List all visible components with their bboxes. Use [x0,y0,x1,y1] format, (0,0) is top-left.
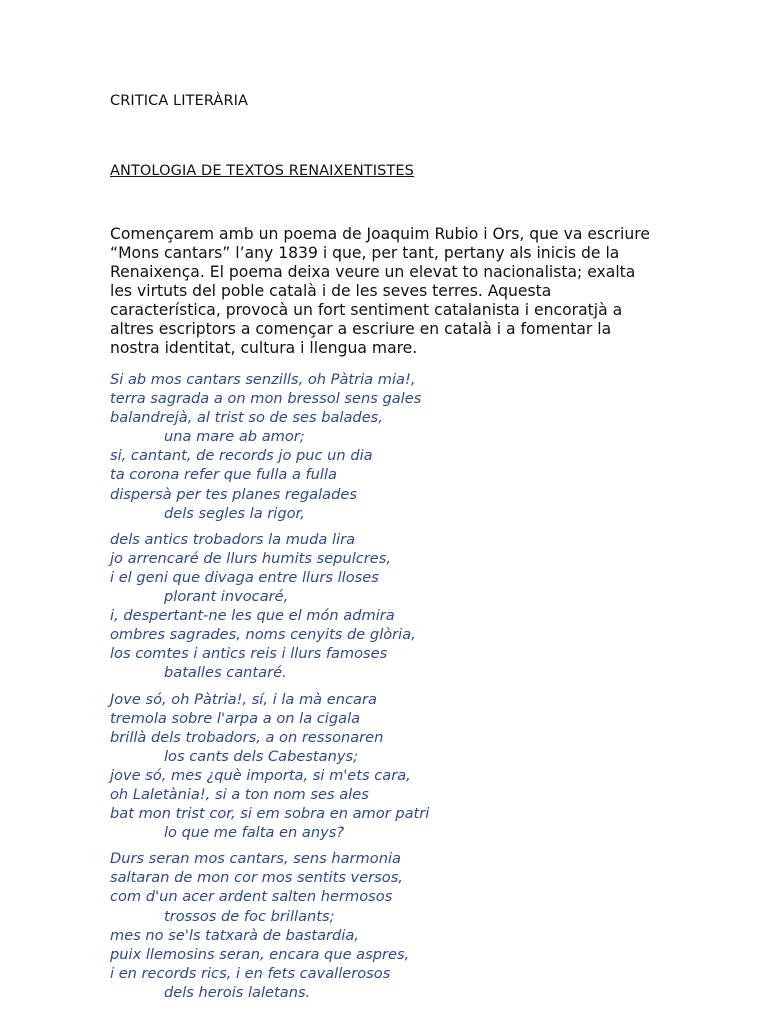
poem-verse: terra sagrada a on mon bressol sens gales [110,390,422,408]
section-title: ANTOLOGIA DE TEXTOS RENAIXENTISTES [110,163,414,179]
poem-verse: Durs seran mos cantars, sens harmonia [110,850,401,868]
poem-verse: i, despertant-ne les que el món admira [110,607,395,625]
poem-verse: Jove só, oh Pàtria!, sí, i la mà encara [110,690,377,708]
poem-verse: dispersà per tes planes regalades [110,485,357,503]
poem-verse: lo que me falta en anys? [164,824,345,842]
intro-line: les virtuts del poble català i de les seves terres. Aquesta [110,282,552,300]
poem-verse: brillà dels trobadors, a on ressonaren [110,728,384,746]
poem-verse: los cants dels Cabestanys; [164,747,358,765]
poem-verse: tremola sobre l'arpa a on la cigala [110,709,361,727]
intro-line: Començarem amb un poema de Joaquim Rubio i Ors, que va escriure [110,225,650,243]
poem-verse: una mare ab amor; [164,428,305,446]
poem-verse: saltaran de mon cor mos sentits versos, [110,869,403,887]
poem-verse: ombres sagrades, noms cenyits de glòria, [110,626,416,644]
poem-stanza [110,849,670,1002]
poem-verse: jo arrencaré de llurs humits sepulcres, [110,549,391,567]
poem-verse: dels antics trobadors la muda lira [110,530,356,548]
poem-verse: dels segles la rigor, [164,504,305,522]
poem-verse: batalles cantaré. [164,664,287,682]
poem [110,370,670,1009]
poem-stanza [110,530,670,683]
poem-verse: bat mon trist cor, si em sobra en amor patri [110,805,430,823]
poem-verse: los comtes i antics reis i llurs famoses [110,645,388,663]
poem-verse: i el geni que divaga entre llurs lloses [110,568,379,586]
poem-stanza [110,370,670,523]
poem-verse: oh Laletània!, si a ton nom ses ales [110,785,369,803]
intro-line: Renaixença. El poema deixa veure un elevat to nacionalista; exalta [110,263,636,281]
intro-paragraph [110,225,670,358]
intro-line: altres escriptors a començar a escriure en català i a fomentar la [110,320,612,338]
intro-line: nostra identitat, cultura i llengua mare. [110,339,418,357]
intro-line: “Mons cantars” l’any 1839 i que, per tant, pertany als inicis de la [110,244,620,262]
poem-verse: mes no se'ls tatxarà de bastardia, [110,926,359,944]
poem-verse: com d'un acer ardent salten hermosos [110,888,393,906]
intro-line: característica, provocà un fort sentiment catalanista i encoratjà a [110,301,623,319]
poem-verse: i en records rics, i en fets cavallerosos [110,964,391,982]
poem-stanza [110,690,670,843]
poem-verse: si, cantant, de records jo puc un dia [110,447,373,465]
poem-verse: jove só, mes ¿què importa, si m'ets cara, [110,766,411,784]
poem-verse: trossos de foc brillants; [164,907,335,925]
poem-verse: Si ab mos cantars senzills, oh Pàtria mia!, [110,371,416,388]
poem-verse: ta corona refer que fulla a fulla [110,466,337,484]
poem-verse: plorant invocaré, [164,588,289,606]
poem-verse: balandrejà, al trist so de ses balades, [110,409,383,427]
document-heading: CRITICA LITERÀRIA [110,93,249,109]
poem-verse: dels herois laletans. [164,983,311,1001]
poem-verse: puix llemosins seran, encara que aspres, [110,945,410,963]
